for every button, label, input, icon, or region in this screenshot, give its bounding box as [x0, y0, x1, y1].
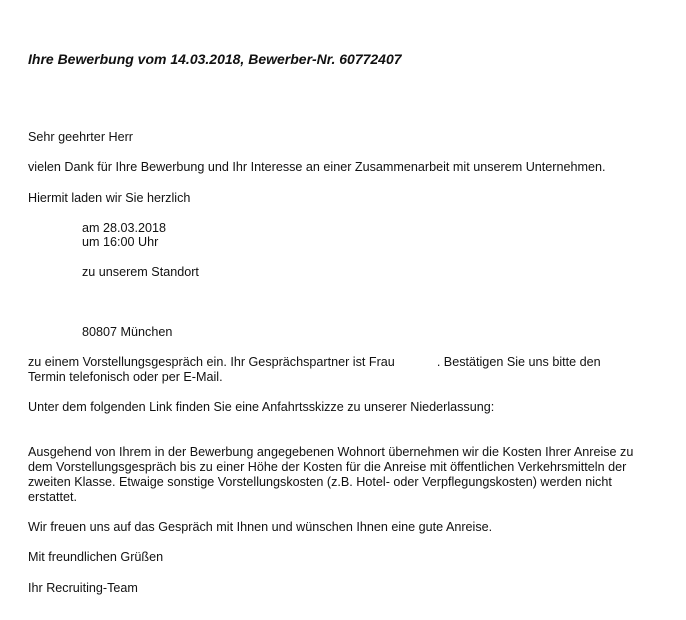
- interview-sentence: [28, 355, 601, 370]
- interview-sentence-line2: Termin telefonisch oder per E-Mail.: [28, 370, 223, 384]
- letter-subject: Ihre Bewerbung vom 14.03.2018, Bewerber-Nr. 60772407: [28, 51, 402, 67]
- appointment-date: am 28.03.2018: [82, 221, 167, 235]
- costs-line-4: erstattet.: [28, 490, 77, 504]
- interview-text-part1: zu einem Vorstellungsgespräch ein. Ihr Gesprächspartner ist Frau: [28, 355, 395, 369]
- invitation-intro: Hiermit laden wir Sie herzlich: [28, 191, 191, 205]
- salutation: Sehr geehrter Herr: [28, 130, 133, 144]
- regards: Mit freundlichen Grüßen: [28, 550, 164, 564]
- interview-text-part2: . Bestätigen Sie uns bitte den: [436, 355, 601, 369]
- directions-sentence: Unter dem folgenden Link finden Sie eine Anfahrtsskizze zu unserer Niederlassung:: [28, 400, 495, 414]
- appointment-time: um 16:00 Uhr: [82, 235, 159, 249]
- location-city: 80807 München: [82, 325, 173, 339]
- costs-line-3: zweiten Klasse. Etwaige sonstige Vorstellungskosten (z.B. Hotel- oder Verpflegungskosten) werden nicht: [28, 475, 612, 489]
- signature: Ihr Recruiting-Team: [28, 581, 138, 595]
- closing-wish: Wir freuen uns auf das Gespräch mit Ihnen und wünschen Ihnen eine gute Anreise.: [28, 520, 493, 534]
- costs-line-1: Ausgehend von Ihrem in der Bewerbung angegebenen Wohnort übernehmen wir die Kosten Ihrer Anreise zu: [28, 445, 634, 459]
- costs-line-2: dem Vorstellungsgespräch bis zu einer Höhe der Kosten für die Anreise mit öffentlichen Verkehrsmitteln der: [28, 460, 627, 474]
- thanks-sentence: vielen Dank für Ihre Bewerbung und Ihr Interesse an einer Zusammenarbeit mit unserem Unternehmen.: [28, 160, 606, 174]
- location-intro: zu unserem Standort: [82, 265, 199, 279]
